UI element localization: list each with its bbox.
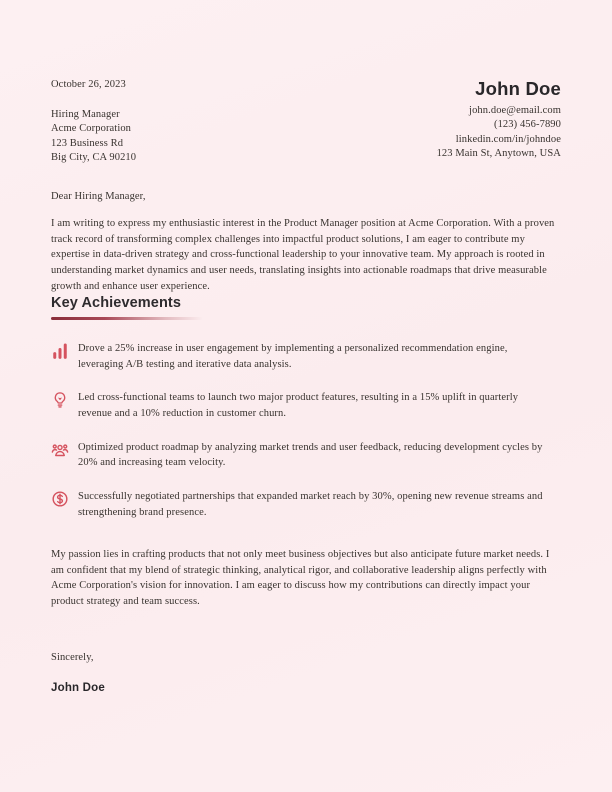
sender-contact-block bbox=[437, 104, 561, 161]
achievements-list bbox=[51, 341, 561, 520]
letter-header bbox=[51, 78, 561, 165]
team-icon bbox=[51, 441, 69, 459]
recipient-city: Big City, CA 90210 bbox=[51, 151, 137, 163]
achievement-text: Successfully negotiated partnerships that expanded market reach by 30%, opening new revenue streams and strengthening brand presence. bbox=[78, 491, 543, 518]
bar-chart-icon bbox=[51, 342, 69, 360]
achievement-item bbox=[51, 440, 561, 471]
sender-column bbox=[437, 78, 561, 161]
sender-address: 123 Main St, Anytown, USA bbox=[436, 147, 561, 159]
letter-content bbox=[51, 78, 561, 695]
greeting: Dear Hiring Manager, bbox=[51, 191, 146, 203]
sender-email: john.doe@email.com bbox=[469, 105, 561, 116]
signoff: Sincerely, bbox=[51, 652, 94, 664]
sender-name: John Doe bbox=[475, 78, 561, 99]
achievements-heading: Key Achievements bbox=[51, 295, 182, 312]
sender-phone: (123) 456-7890 bbox=[493, 119, 561, 131]
heading-divider bbox=[51, 317, 203, 320]
recipient-street: 123 Business Rd bbox=[51, 137, 124, 149]
recipient-title: Hiring Manager bbox=[51, 109, 120, 120]
dollar-coin-icon bbox=[51, 490, 69, 508]
recipient-address-block bbox=[51, 108, 136, 165]
achievement-item bbox=[51, 341, 561, 372]
signature-name: John Doe bbox=[51, 682, 105, 695]
intro-paragraph: I am writing to express my enthusiastic interest in the Product Manager position at Acme Corporation. With a proven track record of transforming complex challenges into impactful product solutions, I am eager to contribute my expertise in data-driven strategy and cross-functional leadership to your innovative team. My approach is rooted in understanding market dynamics and user needs, translating insights into actionable roadmaps that drive measurable growth and enhance user experience. bbox=[51, 218, 555, 292]
lightbulb-icon bbox=[51, 391, 69, 409]
achievement-text: Led cross-functional teams to launch two major product features, resulting in a 15% uplift in quarterly revenue and a 10% reduction in customer churn. bbox=[78, 392, 519, 419]
closing-paragraph: My passion lies in crafting products that not only meet business objectives but also anticipate future market needs. I am confident that my blend of strategic thinking, analytical rigor, and collaborative leadership aligns perfectly with Acme Corporation's vision for innovation. I am eager to discuss how my contributions can directly impact your product strategy and team success. bbox=[51, 548, 550, 607]
achievement-item bbox=[51, 390, 561, 421]
recipient-column bbox=[51, 78, 136, 165]
achievement-text: Drove a 25% increase in user engagement by implementing a personalized recommendation engine, leveraging A/B testing and iterative data analysis. bbox=[78, 343, 508, 370]
achievement-item bbox=[51, 489, 561, 520]
achievement-text: Optimized product roadmap by analyzing market trends and user feedback, reducing development cycles by 20% and increasing team velocity. bbox=[78, 441, 543, 469]
recipient-company: Acme Corporation bbox=[51, 123, 132, 135]
letter-date: October 26, 2023 bbox=[51, 79, 126, 90]
sender-linkedin: linkedin.com/in/johndoe bbox=[455, 133, 561, 145]
